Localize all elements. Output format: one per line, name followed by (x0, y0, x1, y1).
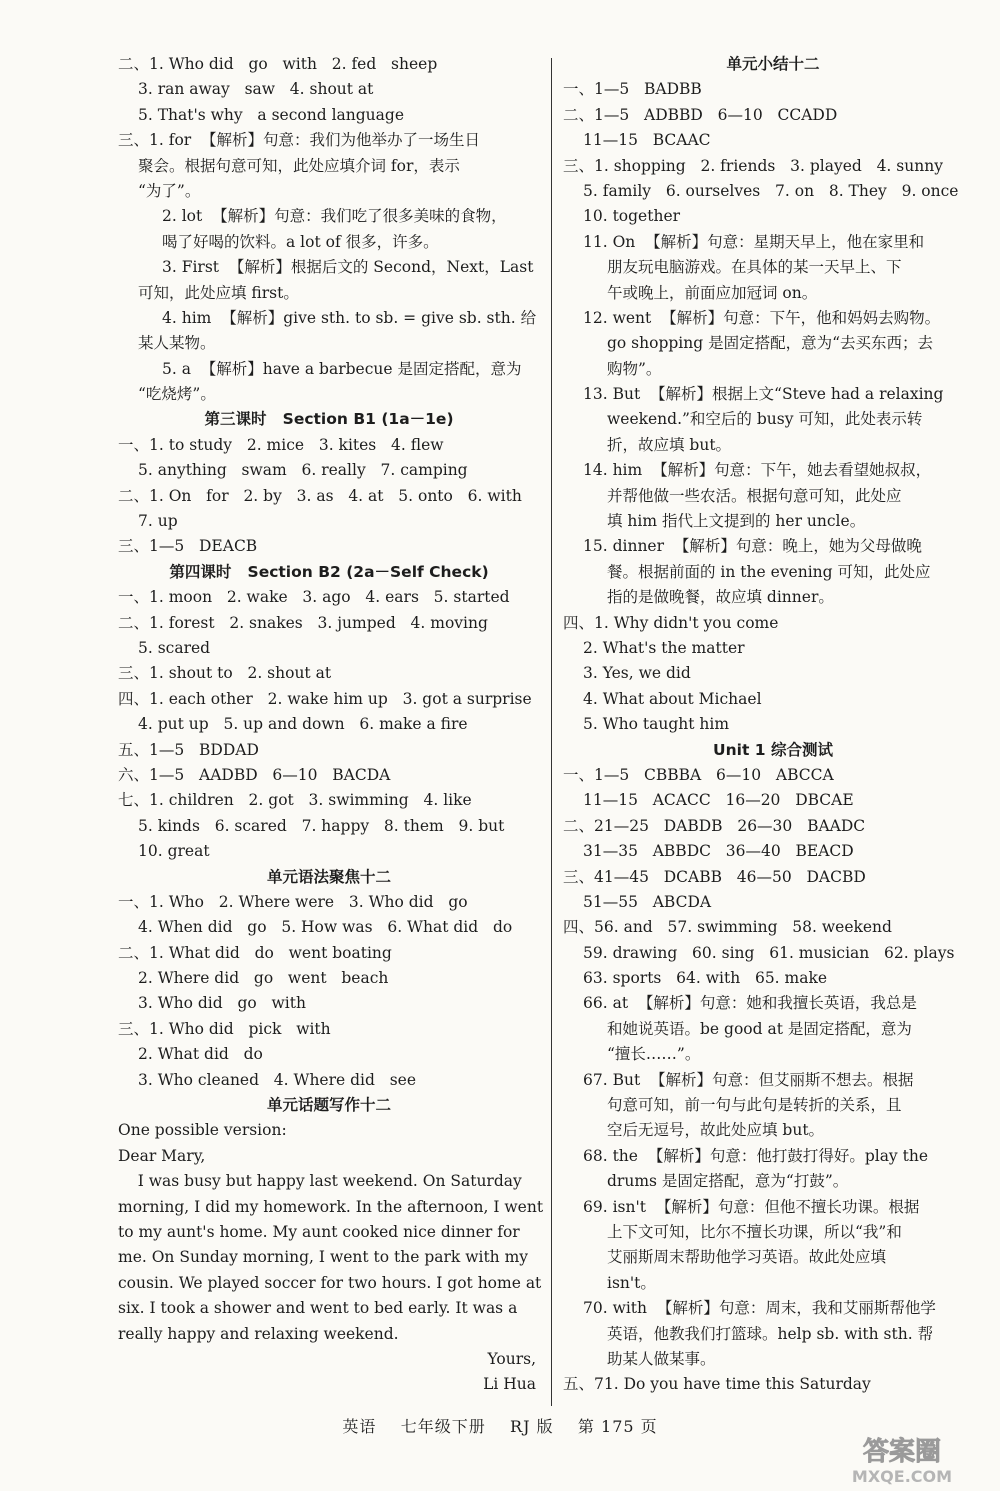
answer-line: 4. put up 5. up and down 6. make a fire (138, 715, 468, 734)
answer-line: 四、1. each other 2. wake him up 3. got a surprise (118, 689, 532, 708)
answer-line: 5. That's why a second language (138, 105, 404, 124)
answer-line: 二、1. On for 2. by 3. as 4. at 5. onto 6. with (118, 486, 522, 505)
answer-line: 上下文可知，比尔不擅长功课，所以“我”和 (607, 1222, 902, 1241)
section-heading: 第四课时 Section B2 (2a－Self Check) (169, 562, 489, 581)
answer-line: 折，故应填 but。 (607, 435, 732, 454)
answer-line: 69. isn't 【解析】句意：但他不擅长功课。根据 (583, 1197, 920, 1216)
answer-line: 51—55 ABCDA (583, 892, 712, 911)
answer-line: Yours, (487, 1349, 536, 1368)
answer-line: drums 是固定搭配，意为“打鼓”。 (607, 1172, 849, 1191)
answer-line: 午或晚上，前面应加冠词 on。 (607, 283, 818, 302)
answer-line: 句意可知，前一句与此句是转折的关系，且 (607, 1096, 902, 1115)
answer-line: 68. the 【解析】句意：他打鼓打得好。play the (583, 1146, 929, 1165)
answer-line: 一、1—5 BADBB (563, 80, 702, 99)
answer-line: 艾丽斯周末帮助他学习英语。故此处应填 (607, 1248, 887, 1267)
answer-line: 一、1. Who 2. Where were 3. Who did go (118, 892, 468, 911)
answer-line: 二、21—25 DABDB 26—30 BAADC (563, 816, 866, 835)
answer-line: 喝了好喝的饮料。a lot of 很多，许多。 (162, 232, 439, 251)
answer-line: 五、71. Do you have time this Saturday (563, 1375, 871, 1394)
answer-line: 5. a 【解析】have a barbecue 是固定搭配，意为 (162, 359, 522, 378)
answer-line: 12. went 【解析】句意：下午，他和妈妈去购物。 (583, 308, 941, 327)
answer-line: “为了”。 (138, 181, 201, 200)
answer-line: 三、1. Who did pick with (118, 1019, 331, 1038)
answer-line: 4. What about Michael (583, 689, 762, 708)
answer-line: 空后无逗号，故此处应填 but。 (607, 1121, 825, 1140)
answer-line: 14. him 【解析】句意：下午，她去看望她叔叔， (583, 461, 932, 480)
answer-line: 2. lot 【解析】句意：我们吃了很多美味的食物， (162, 207, 507, 226)
answer-line: 63. sports 64. with 65. make (583, 969, 828, 988)
answer-line: 13. But 【解析】根据上文“Steve had a relaxing (583, 385, 944, 404)
answer-line: 7. up (138, 512, 178, 531)
answer-line: 二、1. Who did go with 2. fed sheep (118, 55, 438, 73)
answer-line: 59. drawing 60. sing 61. musician 62. plays (583, 943, 955, 962)
page-footer: 英语 七年级下册 RJ 版 第 175 页 (342, 1417, 658, 1436)
answer-line: 一、1. moon 2. wake 3. ago 4. ears 5. started (118, 588, 510, 607)
answer-line: 四、56. and 57. swimming 58. weekend (563, 918, 892, 937)
answer-line: 七、1. children 2. got 3. swimming 4. like (118, 791, 472, 810)
answer-line: 三、1. for 【解析】句意：我们为他举办了一场生日 (118, 131, 481, 150)
column-divider (551, 58, 552, 1406)
answer-line: “吃烧烤”。 (138, 385, 216, 404)
answer-line: 31—35 ABBDC 36—40 BEACD (583, 842, 854, 861)
answer-line: 五、1—5 BDDAD (118, 740, 259, 759)
answer-line: 15. dinner 【解析】句意：晚上，她为父母做晚 (583, 537, 922, 556)
section-heading: 第三课时 Section B1 (1a－1e) (204, 410, 454, 429)
answer-line: 3. Who cleaned 4. Where did see (138, 1070, 416, 1089)
answer-line: One possible version: (118, 1121, 287, 1140)
answer-line: 4. him 【解析】give sth. to sb. = give sb. sth. 给 (162, 308, 537, 327)
answer-line: morning, I did my homework. In the afternoon, I went (118, 1197, 544, 1216)
answer-line: 和她说英语。be good at 是固定搭配，意为 (607, 1019, 912, 1038)
answer-line: me. On Sunday morning, I went to the park with my (118, 1248, 529, 1267)
section-heading: 单元小结十二 (726, 55, 820, 73)
answer-line: 10. great (138, 842, 210, 861)
svg-text:答案圈: 答案圈 (862, 1437, 942, 1467)
answer-line: Dear Mary, (118, 1146, 206, 1165)
answer-line: 三、1. shout to 2. shout at (118, 664, 332, 683)
section-heading: 单元话题写作十二 (266, 1096, 391, 1115)
answer-line: 餐。根据前面的 in the evening 可知，此处应 (607, 562, 931, 581)
answer-line: I was busy but happy last weekend. On Saturday (118, 1172, 522, 1191)
answer-line: to my aunt's home. My aunt cooked nice dinner for (118, 1222, 520, 1241)
answer-line: 5. Who taught him (583, 715, 730, 734)
answer-line: 指的是做晚餐，故应填 dinner。 (607, 588, 834, 607)
watermark-logo (822, 1434, 982, 1486)
answer-line: 3. Yes, we did (583, 664, 691, 683)
answer-line: 5. kinds 6. scared 7. happy 8. them 9. but (138, 816, 505, 835)
answer-line: 5. scared (138, 638, 211, 657)
answer-line: go shopping 是固定搭配，意为“去买东西；去 (607, 334, 934, 353)
answer-line: 5. anything swam 6. really 7. camping (138, 461, 468, 480)
answer-line: 一、1—5 CBBBA 6—10 ABCCA (563, 765, 834, 784)
answer-line: 聚会。根据句意可知，此处应填介词 for，表示 (138, 156, 460, 175)
answer-line: 3. Who did go with (138, 994, 306, 1013)
answer-line: “擅长……”。 (607, 1045, 701, 1064)
answer-line: 11—15 BCAAC (583, 131, 711, 150)
answer-line: 2. What did do (138, 1045, 263, 1064)
answer-line: six. I took a shower and went to bed early. It was a (118, 1299, 518, 1318)
answer-line: 助某人做某事。 (607, 1349, 716, 1368)
answer-line: 4. When did go 5. How was 6. What did do (138, 918, 513, 937)
section-heading: 单元语法聚焦十二 (266, 867, 391, 886)
answer-line: 一、1. to study 2. mice 3. kites 4. flew (118, 435, 444, 454)
answer-line: 10. together (583, 207, 681, 226)
right-column (563, 52, 983, 1398)
answer-line: 购物”。 (607, 359, 662, 378)
answer-line: 三、1. shopping 2. friends 3. played 4. sunny (563, 156, 943, 175)
answer-line: 某人某物。 (138, 334, 216, 353)
answer-line: 11. On 【解析】句意：星期天早上，他在家里和 (583, 232, 925, 251)
answer-line: 三、1—5 DEACB (118, 537, 258, 556)
answer-line: 可知，此处应填 first。 (138, 283, 299, 302)
answer-line: 66. at 【解析】句意：她和我擅长英语，我总是 (583, 994, 917, 1013)
answer-line: 二、1—5 ADBBD 6—10 CCADD (563, 105, 838, 124)
answer-line: 填 him 指代上文提到的 her uncle。 (607, 512, 866, 531)
section-heading: Unit 1 综合测试 (713, 740, 833, 759)
answer-line: 67. But 【解析】句意：但艾丽斯不想去。根据 (583, 1070, 914, 1089)
answer-line: 70. with 【解析】句意：周末，我和艾丽斯帮他学 (583, 1299, 936, 1318)
answer-line: cousin. We played soccer for two hours. I got home at (118, 1273, 542, 1292)
answer-line: 三、41—45 DCABB 46—50 DACBD (563, 867, 866, 886)
answer-line: 11—15 ACACC 16—20 DBCAE (583, 791, 854, 810)
answer-line: isn't。 (607, 1273, 656, 1292)
left-column (118, 52, 544, 1398)
answer-line: 并帮他做一些农活。根据句意可知，此处应 (607, 486, 902, 505)
answer-line: 3. First 【解析】根据后文的 Second，Next，Last (162, 258, 534, 277)
answer-line: 2. What's the matter (583, 638, 745, 657)
answer-line: 朋友玩电脑游戏。在具体的某一天早上、下 (607, 258, 902, 277)
answer-line: 四、1. Why didn't you come (563, 613, 779, 632)
svg-text:MXQE.COM: MXQE.COM (851, 1467, 953, 1486)
answer-line: 5. family 6. ourselves 7. on 8. They 9. once (583, 181, 959, 200)
answer-line: 3. ran away saw 4. shout at (138, 80, 374, 99)
answer-line: really happy and relaxing weekend. (118, 1324, 399, 1343)
answer-line: 英语，他教我们打篮球。help sb. with sth. 帮 (607, 1324, 934, 1343)
answer-line: 二、1. forest 2. snakes 3. jumped 4. moving (118, 613, 488, 632)
answer-line: 2. Where did go went beach (138, 969, 389, 988)
answer-line: weekend.”和空后的 busy 可知，此处表示转 (607, 410, 923, 429)
answer-line: 二、1. What did do went boating (118, 943, 392, 962)
answer-line: Li Hua (483, 1375, 536, 1394)
answer-line: 六、1—5 AADBD 6—10 BACDA (118, 765, 391, 784)
